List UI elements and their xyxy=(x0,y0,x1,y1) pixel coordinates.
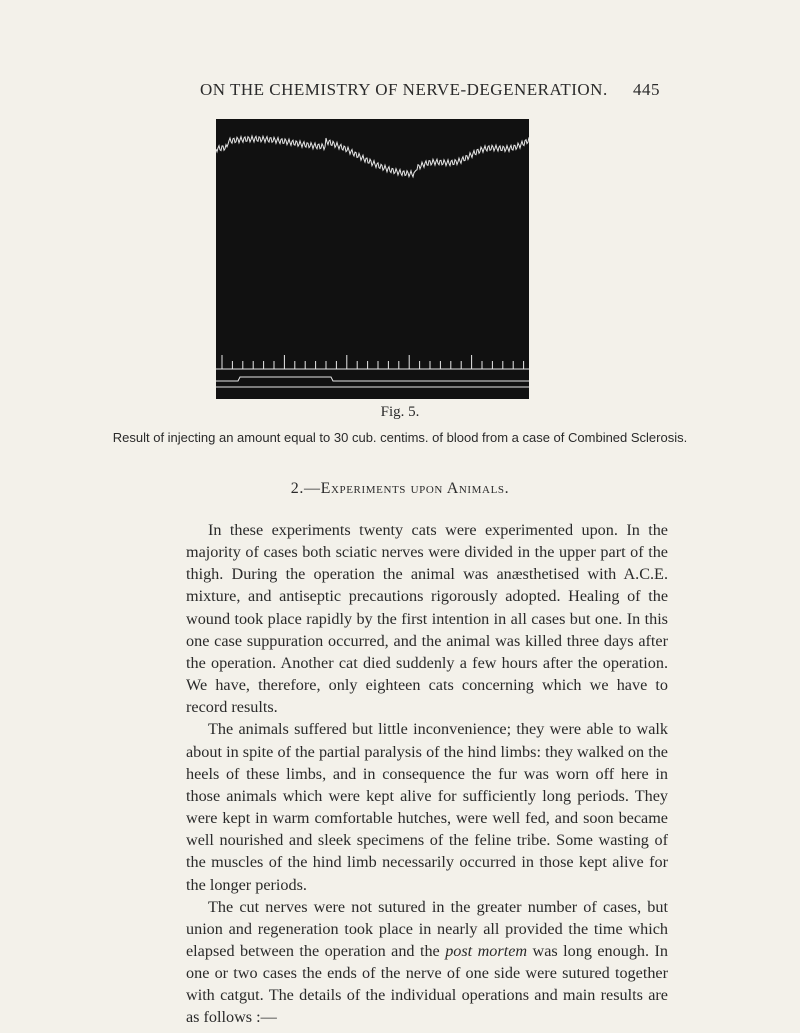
trace-plot xyxy=(216,119,529,399)
figure-caption: Result of injecting an amount equal to 30 cub. centims. of blood from a case of Combined Sclerosis. xyxy=(112,430,688,445)
section-heading xyxy=(0,480,800,498)
body-text xyxy=(186,519,668,1029)
section-number: 2.— xyxy=(290,480,321,497)
paragraph-3: The cut nerves were not sutured in the greater number of cases, but union and regeneration took place in nearly all provided the time which elapsed between the operation and the post mortem was long enough. In one or two cases the ends of the nerve of one side were sutured together with catgut. The details of the individual operations and main results are as follows :— xyxy=(186,897,668,1027)
page-number: 445 xyxy=(633,80,660,99)
italic-post-mortem: post mortem xyxy=(445,941,528,960)
figure-label: Fig. 5. xyxy=(380,404,420,420)
paragraph-2: The animals suffered but little inconvenience; they were able to walk about in spite of the partial paralysis of the hind limbs: they walked on the heels of these limbs, and in consequence the fur was worn off here in those animals which were kept alive for sufficiently long periods. They were kept in warm comfortable hutches, were well fed, and soon became well nourished and sleek specimens of the feline tribe. Some wasting of the muscles of the hind limb necessarily occurred in those kept alive for the longer periods. xyxy=(186,720,668,894)
running-title: ON THE CHEMISTRY OF NERVE-DEGENERATION. xyxy=(200,80,608,99)
running-header xyxy=(200,80,660,104)
figure-kymograph-trace xyxy=(216,119,529,399)
blood-pressure-trace xyxy=(216,136,529,177)
injection-signal-line xyxy=(216,377,529,381)
time-marker-line xyxy=(216,355,529,369)
section-title: Experiments upon Animals. xyxy=(320,480,510,497)
paragraph-1: In these experiments twenty cats were experimented upon. In the majority of cases both sciatic nerves were divided in the upper part of the thigh. During the operation the animal was anæsthetised with A.C.E. mixture, and antiseptic precautions rigorously adopted. Healing of the wound took place rapidly by the first intention in all cases but one. In this one case suppuration occurred, and the animal was killed three days after the operation. Another cat died suddenly a few hours after the operation. We have, therefore, only eighteen cats concerning which we have to record results. xyxy=(186,521,668,717)
